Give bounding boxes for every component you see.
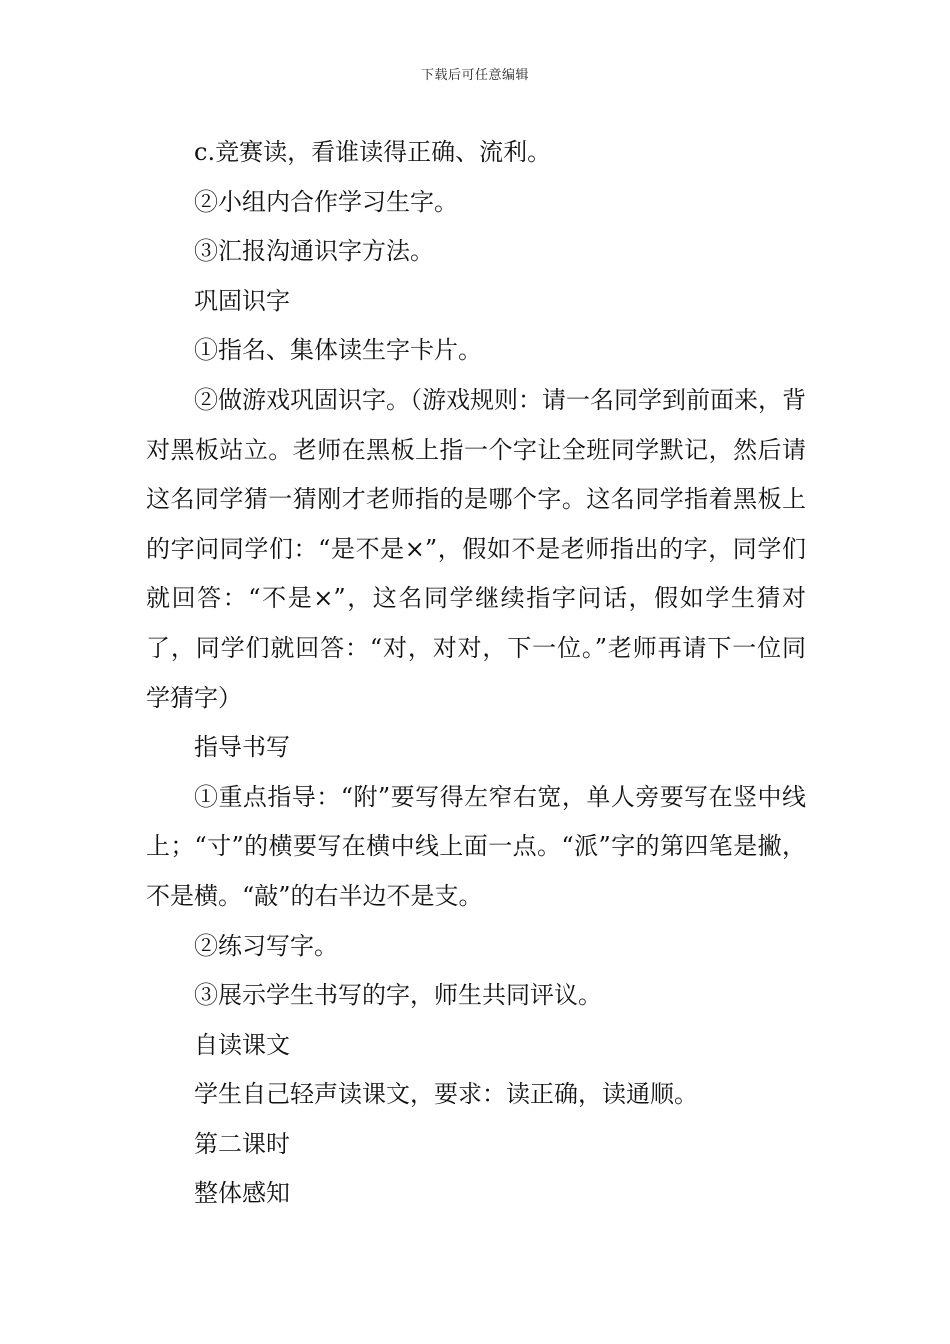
section-heading-consolidate: 巩固识字: [194, 286, 290, 315]
paragraph-game-rules: ②做游戏巩固识字。（游戏规则：请一名同学到前面来，背对黑板站立。老师在黑板上指一个字让全班同学默记，然后请这名同学猜一猜刚才老师指的是哪个字。这名同学指着黑板上的字问同学们：“是不是×”，假如不是老师指出的字，同学们就回答：“不是×”，这名同学继续指字问话，假如学生猜对了，同学们就回答：“对，对对，下一位。”老师再请下一位同学猜字）: [146, 385, 806, 712]
paragraph-report-methods: ③汇报沟通识字方法。: [194, 237, 434, 266]
paragraph-read-aloud: 学生自己轻声读课文，要求：读正确，读通顺。: [194, 1080, 698, 1109]
section-heading-second-lesson: 第二课时: [194, 1129, 290, 1158]
paragraph-show-writing: ③展示学生书写的字，师生共同评议。: [194, 981, 602, 1010]
paragraph-practice-writing: ②练习写字。: [194, 931, 338, 960]
paragraph-read-cards: ①指名、集体读生字卡片。: [194, 336, 482, 365]
section-heading-self-reading: 自读课文: [194, 1030, 290, 1059]
page-header: 下载后可任意编辑: [420, 68, 529, 83]
paragraph-key-guidance: ①重点指导：“附”要写得左窄右宽，单人旁要写在竖中线上；“寸”的横要写在横中线上面一点。“派”字的第四笔是撇，不是横。“敲”的右半边不是支。: [146, 782, 806, 910]
document-body: [146, 128, 806, 1219]
paragraph-competition-reading: c.竞赛读，看谁读得正确、流利。: [194, 138, 552, 166]
section-heading-overall-perception: 整体感知: [194, 1179, 290, 1208]
paragraph-group-study: ②小组内合作学习生字。: [194, 187, 458, 216]
section-heading-writing: 指导书写: [194, 733, 290, 762]
